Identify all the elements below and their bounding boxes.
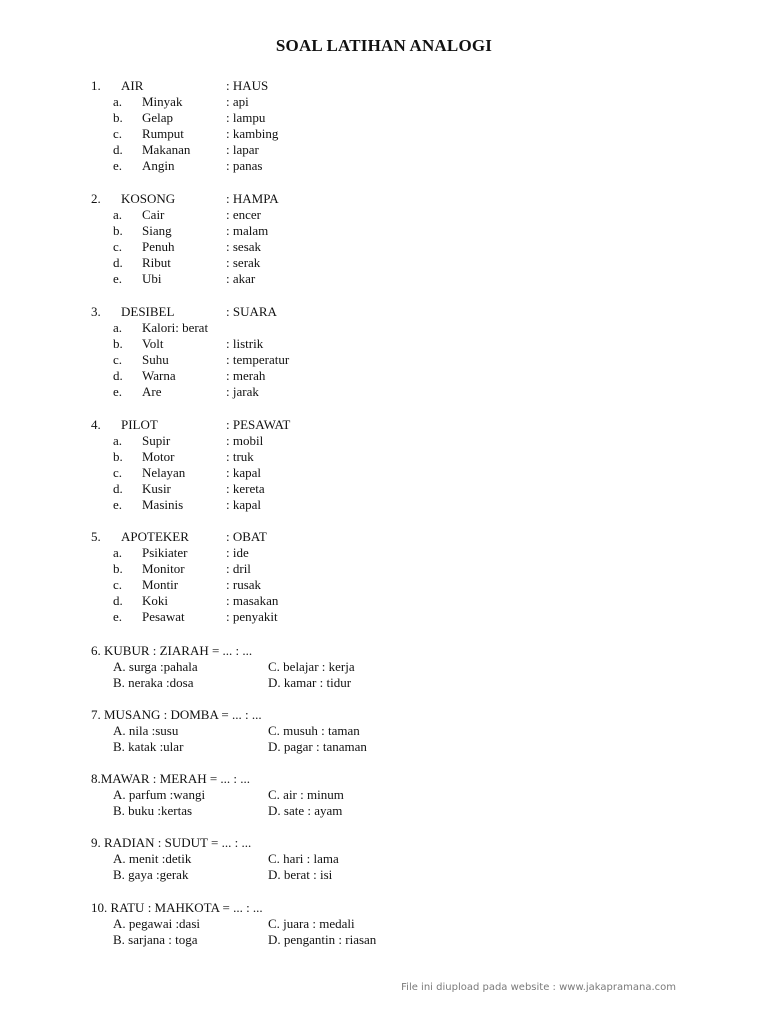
option-d: D. kamar : tidur xyxy=(268,675,352,690)
option-left-term: Kalori: berat xyxy=(142,320,209,335)
option-c: C. musuh : taman xyxy=(268,723,360,738)
option-right-term: : penyakit xyxy=(226,609,278,624)
option-a: A. pegawai :dasi xyxy=(113,916,201,931)
option-letter: c. xyxy=(113,352,123,367)
option-right-term: : malam xyxy=(226,223,269,238)
option-letter: a. xyxy=(113,207,123,222)
option-right-term: : serak xyxy=(226,255,261,270)
option-left-term: Rumput xyxy=(142,126,184,141)
option-letter: b. xyxy=(113,110,123,125)
option-left-term: Angin xyxy=(142,158,175,173)
option-letter: b. xyxy=(113,223,123,238)
question-number: 4. xyxy=(91,417,101,432)
option-left-term: Minyak xyxy=(142,94,183,109)
option-left-term: Psikiater xyxy=(142,545,188,560)
option-right-term: : panas xyxy=(226,158,263,173)
question-right-term: : PESAWAT xyxy=(226,417,291,432)
question-right-term: : HAMPA xyxy=(226,191,279,206)
option-right-term: : lampu xyxy=(226,110,266,125)
option-right-term: : akar xyxy=(226,271,256,286)
option-right-term: : api xyxy=(226,94,249,109)
option-right-term: : listrik xyxy=(226,336,264,351)
option-letter: d. xyxy=(113,593,123,608)
option-right-term: : encer xyxy=(226,207,262,222)
option-letter: d. xyxy=(113,481,123,496)
option-b: B. neraka :dosa xyxy=(113,675,194,690)
option-c: C. air : minum xyxy=(268,787,344,802)
option-left-term: Ubi xyxy=(142,271,162,286)
option-left-term: Koki xyxy=(142,593,168,608)
option-left-term: Motor xyxy=(142,449,175,464)
option-b: B. buku :kertas xyxy=(113,803,193,818)
option-right-term: : mobil xyxy=(226,433,264,448)
option-right-term: : masakan xyxy=(226,593,279,608)
option-left-term: Makanan xyxy=(142,142,191,157)
option-letter: b. xyxy=(113,561,123,576)
option-right-term: : kambing xyxy=(226,126,279,141)
option-letter: e. xyxy=(113,158,123,173)
option-b: B. gaya :gerak xyxy=(113,867,189,882)
option-right-term: : kapal xyxy=(226,497,262,512)
option-letter: a. xyxy=(113,545,123,560)
question-number: 1. xyxy=(91,78,101,93)
option-letter: d. xyxy=(113,142,123,157)
option-left-term: Nelayan xyxy=(142,465,186,480)
option-a: A. menit :detik xyxy=(113,851,192,866)
option-letter: c. xyxy=(113,465,123,480)
question-number: 2. xyxy=(91,191,101,206)
option-b: B. sarjana : toga xyxy=(113,932,198,947)
option-left-term: Monitor xyxy=(142,561,185,576)
option-left-term: Gelap xyxy=(142,110,174,125)
option-d: D. pengantin : riasan xyxy=(268,932,377,947)
footer-note: File ini diupload pada website : www.jakapramana.com xyxy=(401,982,676,993)
option-right-term: : rusak xyxy=(226,577,262,592)
option-left-term: Cair xyxy=(142,207,165,222)
question-number: 3. xyxy=(91,304,101,319)
option-d: D. pagar : tanaman xyxy=(268,739,367,754)
option-a: A. parfum :wangi xyxy=(113,787,206,802)
option-left-term: Kusir xyxy=(142,481,171,496)
question-stem: 7. MUSANG : DOMBA = ... : ... xyxy=(91,707,262,722)
question-left-term: KOSONG xyxy=(121,191,176,206)
option-c: C. hari : lama xyxy=(268,851,339,866)
option-letter: e. xyxy=(113,271,123,286)
question-right-term: : OBAT xyxy=(226,529,267,544)
option-right-term: : temperatur xyxy=(226,352,290,367)
option-left-term: Supir xyxy=(142,433,171,448)
option-left-term: Siang xyxy=(142,223,172,238)
option-letter: c. xyxy=(113,239,123,254)
option-right-term: : dril xyxy=(226,561,251,576)
question-left-term: DESIBEL xyxy=(121,304,175,319)
option-b: B. katak :ular xyxy=(113,739,184,754)
option-a: A. nila :susu xyxy=(113,723,179,738)
option-letter: c. xyxy=(113,126,123,141)
option-d: D. sate : ayam xyxy=(268,803,343,818)
option-right-term: : merah xyxy=(226,368,266,383)
question-number: 5. xyxy=(91,529,101,544)
option-c: C. juara : medali xyxy=(268,916,355,931)
question-stem: 9. RADIAN : SUDUT = ... : ... xyxy=(91,835,252,850)
option-right-term: : kapal xyxy=(226,465,262,480)
option-right-term: : kereta xyxy=(226,481,265,496)
option-c: C. belajar : kerja xyxy=(268,659,355,674)
option-letter: b. xyxy=(113,449,123,464)
option-letter: e. xyxy=(113,609,123,624)
option-letter: a. xyxy=(113,94,123,109)
option-left-term: Montir xyxy=(142,577,179,592)
question-stem: 6. KUBUR : ZIARAH = ... : ... xyxy=(91,643,253,658)
option-letter: b. xyxy=(113,336,123,351)
question-right-term: : HAUS xyxy=(226,78,269,93)
option-left-term: Pesawat xyxy=(142,609,185,624)
option-left-term: Volt xyxy=(142,336,164,351)
option-left-term: Ribut xyxy=(142,255,171,270)
question-right-term: : SUARA xyxy=(226,304,277,319)
option-a: A. surga :pahala xyxy=(113,659,198,674)
option-letter: e. xyxy=(113,384,123,399)
option-letter: d. xyxy=(113,255,123,270)
option-left-term: Penuh xyxy=(142,239,175,254)
question-left-term: PILOT xyxy=(121,417,158,432)
option-left-term: Suhu xyxy=(142,352,169,367)
option-letter: d. xyxy=(113,368,123,383)
option-letter: c. xyxy=(113,577,123,592)
option-right-term: : truk xyxy=(226,449,254,464)
option-right-term: : jarak xyxy=(226,384,259,399)
page-title: SOAL LATIHAN ANALOGI xyxy=(275,36,493,55)
option-letter: a. xyxy=(113,320,123,335)
question-stem: 8.MAWAR : MERAH = ... : ... xyxy=(91,771,251,786)
option-left-term: Masinis xyxy=(142,497,184,512)
option-right-term: : sesak xyxy=(226,239,262,254)
option-right-term: : lapar xyxy=(226,142,259,157)
option-letter: e. xyxy=(113,497,123,512)
question-left-term: APOTEKER xyxy=(121,529,189,544)
option-letter: a. xyxy=(113,433,123,448)
option-left-term: Warna xyxy=(142,368,176,383)
question-stem: 10. RATU : MAHKOTA = ... : ... xyxy=(91,900,263,915)
option-d: D. berat : isi xyxy=(268,867,333,882)
question-left-term: AIR xyxy=(121,78,144,93)
option-right-term: : ide xyxy=(226,545,249,560)
option-left-term: Are xyxy=(142,384,162,399)
